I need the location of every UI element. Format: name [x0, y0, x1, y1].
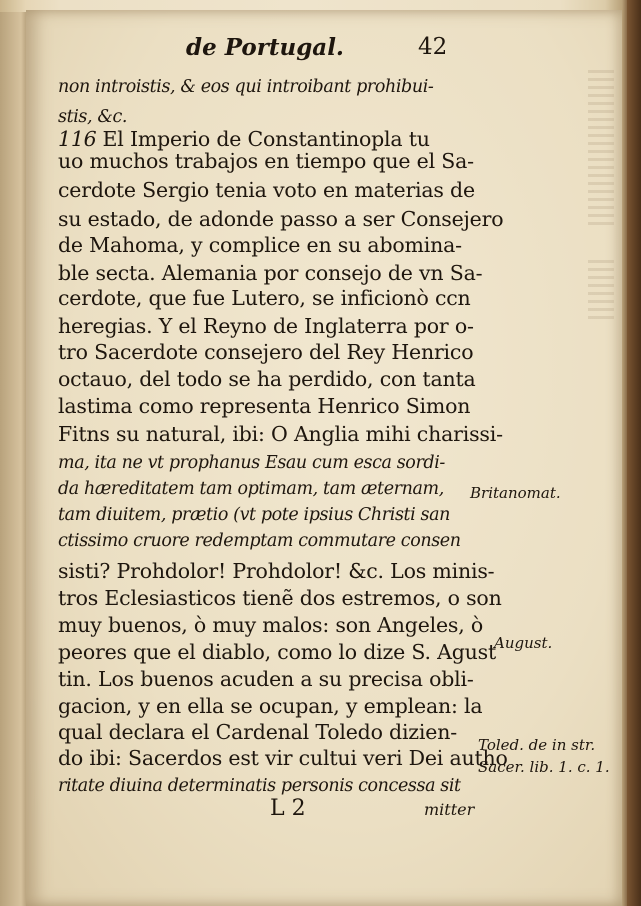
text-line: tro Sacerdote consejero del Rey Henrico: [58, 340, 474, 364]
text-line: sisti? Prohdolor! Prohdolor! &c. Los minis-: [58, 559, 495, 583]
text-line: Fitns su natural, ibi: O Anglia mihi charissi-: [58, 422, 503, 446]
text-line: ma, ita ne vt prophanus Esau cum esca sordi-: [58, 453, 445, 473]
text-line: ble secta. Alemania por consejo de vn Sa-: [58, 261, 483, 285]
show-through: [588, 70, 614, 230]
margin-note-toledo: Toled. de in str.: [478, 736, 596, 754]
margin-note-toledo-ref: Sacer. lib. 1. c. 1.: [478, 758, 610, 776]
margin-note-britanomat: Britanomat.: [470, 484, 561, 502]
text-line: tin. Los buenos acuden a su precisa obli-: [58, 667, 474, 691]
text-line: ctissimo cruore redemptam commutare consen: [58, 531, 461, 551]
catchword: mitter: [424, 800, 475, 819]
page-number: 42: [418, 34, 448, 60]
running-title: de Portugal.: [186, 34, 344, 61]
text-line: de Mahoma, y complice en su abomina-: [58, 233, 462, 257]
text-line: peores que el diablo, como lo dize S. Agust: [58, 640, 496, 664]
text-line: non introistis, & eos qui introibant prohibui-: [58, 77, 434, 97]
text-line: do ibi: Sacerdos est vir cultui veri Dei autho: [58, 746, 508, 770]
text-line: gacion, y en ella se ocupan, y emplean: la: [58, 694, 483, 718]
show-through: [588, 260, 614, 320]
text-line: octauo, del todo se ha perdido, con tanta: [58, 367, 476, 391]
text-line: cerdote, que fue Lutero, se inficionò ccn: [58, 286, 471, 310]
page-fore-edge: [627, 0, 641, 906]
text-line: cerdote Sergio tenia voto en materias de: [58, 178, 475, 202]
text-line: da hæreditatem tam optimam, tam æternam,: [58, 479, 444, 499]
text-line: qual declara el Cardenal Toledo dizien-: [58, 720, 457, 744]
text-line: su estado, de adonde passo a ser Consejero: [58, 207, 504, 231]
text-line: 116 El Imperio de Constantinopla tu: [58, 127, 430, 151]
text-line: tam diuitem, prætio (vt pote ipsius Christi san: [58, 505, 451, 525]
text-line: muy buenos, ò muy malos: son Angeles, ò: [58, 613, 484, 637]
text-line: heregias. Y el Reyno de Inglaterra por o-: [58, 314, 474, 338]
text-line: lastima como representa Henrico Simon: [58, 394, 471, 418]
text-line: tros Eclesiasticos tienẽ dos estremos, o son: [58, 586, 502, 610]
paragraph-number: 116: [58, 127, 97, 151]
text-line: uo muchos trabajos en tiempo que el Sa-: [58, 149, 474, 173]
signature-mark: L 2: [270, 796, 306, 821]
text-line: stis, &c.: [58, 107, 128, 127]
margin-note-august: August.: [494, 634, 553, 652]
text-line: ritate diuina determinatis personis concessa sit: [58, 776, 461, 796]
